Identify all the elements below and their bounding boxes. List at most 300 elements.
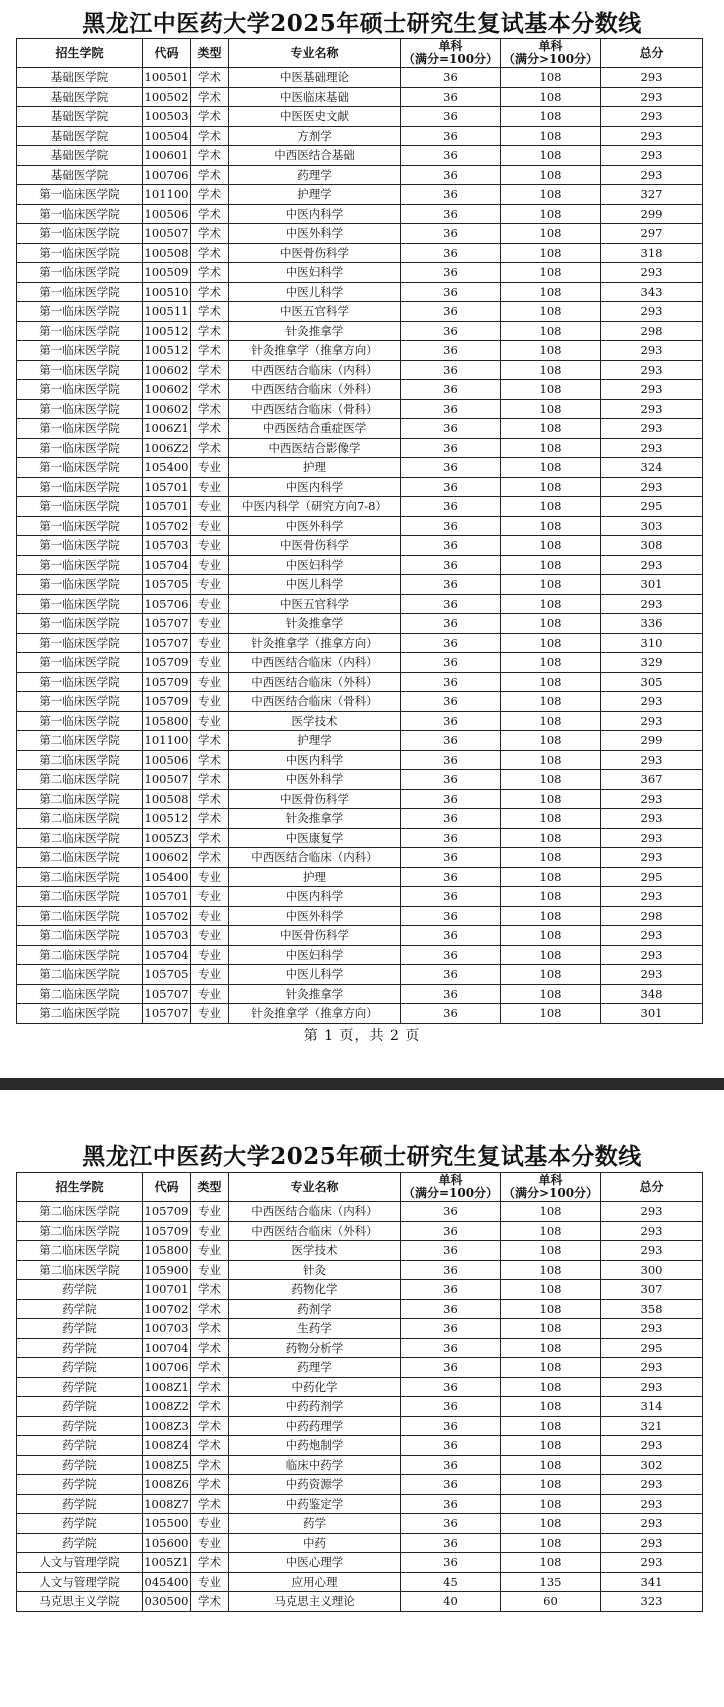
cell-college: 第一临床医学院 [17,477,143,497]
cell-college: 第二临床医学院 [17,945,143,965]
cell-total: 293 [601,360,703,380]
cell-type: 学术 [191,731,229,751]
cell-type: 学术 [191,204,229,224]
cell-type: 学术 [191,828,229,848]
table-row [17,1299,703,1319]
cell-college: 第二临床医学院 [17,906,143,926]
cell-code: 1008Z7 [143,1494,191,1514]
table-row [17,419,703,439]
cell-code: 100506 [143,750,191,770]
cell-major: 中西医结合临床（内科） [229,653,401,673]
cell-major: 中医外科学 [229,906,401,926]
cell-single-over-100: 108 [501,68,601,88]
cell-single-100: 36 [401,750,501,770]
cell-college: 第一临床医学院 [17,653,143,673]
cell-total: 293 [601,887,703,907]
cell-major: 针灸推拿学（推拿方向） [229,1004,401,1024]
cell-type: 专业 [191,594,229,614]
cell-college: 第二临床医学院 [17,809,143,829]
cell-code: 1008Z6 [143,1475,191,1495]
cell-type: 专业 [191,1202,229,1222]
cell-single-100: 36 [401,1299,501,1319]
cell-major: 护理 [229,458,401,478]
cell-major: 中医外科学 [229,516,401,536]
cell-code: 105707 [143,633,191,653]
cell-code: 100512 [143,321,191,341]
table-row [17,614,703,634]
cell-major: 中医骨伤科学 [229,926,401,946]
cell-major: 中西医结合临床（骨科） [229,399,401,419]
cell-college: 第一临床医学院 [17,536,143,556]
cell-code: 105703 [143,536,191,556]
cell-total: 318 [601,243,703,263]
cell-total: 293 [601,965,703,985]
cell-type: 专业 [191,516,229,536]
cell-type: 学术 [191,282,229,302]
cell-major: 中西医结合临床（内科） [229,1202,401,1222]
cell-single-over-100: 108 [501,438,601,458]
header-major: 专业名称 [229,1173,401,1202]
table-row [17,146,703,166]
cell-major: 中医妇科学 [229,555,401,575]
table-row [17,438,703,458]
cell-major: 针灸推拿学（推拿方向） [229,633,401,653]
cell-major: 中医医史文献 [229,107,401,127]
cell-single-100: 36 [401,1338,501,1358]
cell-total: 293 [601,828,703,848]
page-title: 黑龙江中医药大学2025年硕士研究生复试基本分数线 [82,1143,642,1170]
cell-single-over-100: 108 [501,146,601,166]
cell-single-over-100: 108 [501,653,601,673]
table-row [17,477,703,497]
cell-single-over-100: 108 [501,1260,601,1280]
cell-total: 293 [601,1436,703,1456]
cell-single-100: 36 [401,809,501,829]
table-row [17,965,703,985]
cell-total: 293 [601,302,703,322]
cell-single-over-100: 108 [501,926,601,946]
cell-total: 295 [601,497,703,517]
cell-college: 第一临床医学院 [17,555,143,575]
table-row [17,828,703,848]
table-row [17,1553,703,1573]
cell-single-100: 36 [401,341,501,361]
cell-major: 中药化学 [229,1377,401,1397]
cell-college: 第一临床医学院 [17,302,143,322]
cell-major: 中药药理学 [229,1416,401,1436]
cell-major: 中医临床基础 [229,87,401,107]
table-body [17,68,703,1024]
cell-total: 293 [601,1241,703,1261]
header-type: 类型 [191,39,229,68]
header-single-100: 单科 （满分=100分） [401,1173,501,1202]
table-row [17,984,703,1004]
cell-college: 第一临床医学院 [17,243,143,263]
cell-single-100: 40 [401,1592,501,1612]
cell-major: 中医五官科学 [229,594,401,614]
cell-code: 101100 [143,731,191,751]
cell-college: 第二临床医学院 [17,1241,143,1261]
cell-type: 专业 [191,672,229,692]
cell-type: 专业 [191,965,229,985]
cell-college: 基础医学院 [17,68,143,88]
cell-college: 第一临床医学院 [17,321,143,341]
cell-code: 045400 [143,1572,191,1592]
table-row [17,185,703,205]
cell-type: 专业 [191,1221,229,1241]
table-row [17,711,703,731]
header-single-100: 单科 （满分=100分） [401,39,501,68]
cell-code: 100507 [143,770,191,790]
cell-type: 专业 [191,926,229,946]
cell-college: 药学院 [17,1533,143,1553]
cell-type: 学术 [191,302,229,322]
cell-code: 105705 [143,575,191,595]
cell-major: 护理学 [229,185,401,205]
cell-major: 中西医结合重症医学 [229,419,401,439]
cell-code: 100509 [143,263,191,283]
table-row [17,341,703,361]
cell-type: 专业 [191,945,229,965]
cell-college: 第一临床医学院 [17,399,143,419]
cell-code: 100512 [143,341,191,361]
cell-code: 1008Z5 [143,1455,191,1475]
cell-type: 专业 [191,497,229,517]
cell-single-100: 36 [401,536,501,556]
cell-single-100: 36 [401,1221,501,1241]
cell-code: 105701 [143,477,191,497]
cell-type: 学术 [191,87,229,107]
cell-major: 中医基础理论 [229,68,401,88]
cell-college: 药学院 [17,1319,143,1339]
cell-type: 学术 [191,146,229,166]
cell-single-100: 36 [401,243,501,263]
cell-major: 药理学 [229,1358,401,1378]
cell-total: 299 [601,731,703,751]
cell-single-100: 36 [401,1494,501,1514]
cell-college: 第一临床医学院 [17,594,143,614]
cell-type: 专业 [191,1241,229,1261]
cell-single-100: 36 [401,68,501,88]
cell-type: 学术 [191,1592,229,1612]
cell-code: 030500 [143,1592,191,1612]
cell-college: 第一临床医学院 [17,282,143,302]
cell-code: 105709 [143,1202,191,1222]
cell-major: 中西医结合临床（内科） [229,360,401,380]
cell-college: 第二临床医学院 [17,750,143,770]
table-row [17,1514,703,1534]
cell-single-over-100: 108 [501,1416,601,1436]
page-footer: 第 1 页，共 2 页 [303,1028,421,1044]
cell-total: 293 [601,68,703,88]
cell-major: 中西医结合基础 [229,146,401,166]
cell-major: 中医骨伤科学 [229,789,401,809]
cell-total: 323 [601,1592,703,1612]
cell-single-over-100: 108 [501,1280,601,1300]
cell-type: 专业 [191,867,229,887]
table-row [17,770,703,790]
table-row [17,594,703,614]
cell-college: 第二临床医学院 [17,1221,143,1241]
cell-single-100: 36 [401,1533,501,1553]
table-row [17,399,703,419]
cell-code: 105709 [143,692,191,712]
cell-total: 293 [601,1553,703,1573]
cell-type: 专业 [191,711,229,731]
cell-single-100: 36 [401,887,501,907]
cell-code: 105702 [143,516,191,536]
cell-single-100: 36 [401,185,501,205]
cell-single-over-100: 108 [501,1202,601,1222]
score-table [16,38,703,1024]
table-row [17,68,703,88]
cell-code: 1006Z1 [143,419,191,439]
cell-total: 324 [601,458,703,478]
cell-total: 295 [601,1338,703,1358]
cell-total: 307 [601,1280,703,1300]
table-row [17,458,703,478]
header-code: 代码 [143,39,191,68]
cell-major: 中医内科学 [229,204,401,224]
cell-single-100: 36 [401,711,501,731]
cell-total: 293 [601,126,703,146]
cell-type: 专业 [191,555,229,575]
cell-single-over-100: 108 [501,555,601,575]
header-total: 总分 [601,1173,703,1202]
header-major: 专业名称 [229,39,401,68]
cell-code: 105701 [143,497,191,517]
cell-major: 中医康复学 [229,828,401,848]
table-row [17,1241,703,1261]
cell-single-100: 36 [401,1377,501,1397]
cell-code: 1005Z1 [143,1553,191,1573]
cell-code: 105500 [143,1514,191,1534]
cell-major: 应用心理 [229,1572,401,1592]
cell-total: 293 [601,1358,703,1378]
cell-major: 中医儿科学 [229,575,401,595]
cell-code: 105702 [143,906,191,926]
cell-single-100: 36 [401,828,501,848]
cell-single-100: 36 [401,1436,501,1456]
table-row [17,126,703,146]
table-row [17,887,703,907]
cell-type: 学术 [191,68,229,88]
document-page-2 [0,1090,724,1707]
table-row [17,1202,703,1222]
table-row [17,575,703,595]
cell-code: 105706 [143,594,191,614]
cell-major: 方剂学 [229,126,401,146]
table-row [17,1592,703,1612]
table-row [17,107,703,127]
cell-single-over-100: 108 [501,672,601,692]
cell-code: 1008Z2 [143,1397,191,1417]
cell-major: 药物化学 [229,1280,401,1300]
cell-college: 第一临床医学院 [17,341,143,361]
table-row [17,87,703,107]
table-row [17,1358,703,1378]
table-row [17,1572,703,1592]
cell-college: 药学院 [17,1436,143,1456]
cell-code: 100703 [143,1319,191,1339]
cell-single-over-100: 108 [501,887,601,907]
cell-college: 基础医学院 [17,126,143,146]
cell-type: 专业 [191,1514,229,1534]
cell-single-100: 36 [401,1280,501,1300]
cell-single-over-100: 108 [501,809,601,829]
cell-code: 105600 [143,1533,191,1553]
page-separator [0,1078,724,1090]
cell-code: 100706 [143,165,191,185]
cell-single-over-100: 108 [501,1221,601,1241]
cell-single-over-100: 108 [501,204,601,224]
cell-college: 第二临床医学院 [17,1260,143,1280]
cell-type: 专业 [191,536,229,556]
score-table [16,1172,703,1612]
cell-major: 护理学 [229,731,401,751]
cell-total: 293 [601,341,703,361]
cell-code: 105707 [143,984,191,1004]
cell-single-100: 36 [401,165,501,185]
table-row [17,204,703,224]
table-row [17,380,703,400]
cell-code: 105709 [143,1221,191,1241]
cell-total: 293 [601,1202,703,1222]
cell-major: 针灸推拿学 [229,321,401,341]
cell-single-over-100: 108 [501,1397,601,1417]
cell-code: 100508 [143,243,191,263]
cell-major: 中医外科学 [229,224,401,244]
cell-major: 针灸推拿学 [229,809,401,829]
cell-college: 人文与管理学院 [17,1553,143,1573]
cell-single-over-100: 108 [501,1299,601,1319]
cell-single-over-100: 108 [501,575,601,595]
cell-code: 1006Z2 [143,438,191,458]
cell-type: 学术 [191,224,229,244]
table-row [17,1397,703,1417]
cell-type: 学术 [191,1299,229,1319]
table-row [17,945,703,965]
cell-major: 中西医结合临床（内科） [229,848,401,868]
cell-code: 100504 [143,126,191,146]
cell-major: 中医妇科学 [229,263,401,283]
cell-college: 药学院 [17,1514,143,1534]
cell-total: 293 [601,594,703,614]
cell-college: 第一临床医学院 [17,614,143,634]
cell-total: 293 [601,789,703,809]
cell-single-over-100: 108 [501,399,601,419]
cell-college: 药学院 [17,1358,143,1378]
cell-college: 马克思主义学院 [17,1592,143,1612]
cell-code: 105709 [143,653,191,673]
cell-major: 生药学 [229,1319,401,1339]
cell-major: 中药药剂学 [229,1397,401,1417]
cell-single-100: 36 [401,1397,501,1417]
cell-major: 中医妇科学 [229,945,401,965]
cell-college: 药学院 [17,1338,143,1358]
cell-college: 第一临床医学院 [17,438,143,458]
cell-single-100: 36 [401,1475,501,1495]
cell-code: 105701 [143,887,191,907]
cell-single-100: 36 [401,1241,501,1261]
cell-type: 学术 [191,399,229,419]
cell-total: 327 [601,185,703,205]
cell-code: 100503 [143,107,191,127]
cell-college: 第一临床医学院 [17,516,143,536]
cell-single-100: 36 [401,1553,501,1573]
cell-single-over-100: 108 [501,1436,601,1456]
cell-single-100: 36 [401,770,501,790]
cell-major: 中医骨伤科学 [229,243,401,263]
cell-type: 学术 [191,1397,229,1417]
cell-total: 308 [601,536,703,556]
cell-total: 293 [601,809,703,829]
table-row [17,789,703,809]
cell-single-100: 36 [401,1514,501,1534]
cell-college: 第二临床医学院 [17,984,143,1004]
cell-single-over-100: 108 [501,185,601,205]
cell-total: 301 [601,1004,703,1024]
cell-code: 100507 [143,224,191,244]
table-row [17,1004,703,1024]
cell-single-100: 36 [401,87,501,107]
cell-code: 105707 [143,1004,191,1024]
cell-type: 学术 [191,107,229,127]
cell-major: 药理学 [229,165,401,185]
cell-single-over-100: 108 [501,848,601,868]
cell-type: 学术 [191,1338,229,1358]
cell-total: 293 [601,692,703,712]
cell-code: 1005Z3 [143,828,191,848]
cell-type: 学术 [191,263,229,283]
cell-single-over-100: 108 [501,594,601,614]
cell-code: 100512 [143,809,191,829]
cell-code: 100501 [143,68,191,88]
cell-type: 专业 [191,477,229,497]
cell-single-100: 36 [401,107,501,127]
cell-single-over-100: 108 [501,1241,601,1261]
table-row [17,360,703,380]
table-row [17,165,703,185]
cell-total: 343 [601,282,703,302]
cell-single-over-100: 108 [501,497,601,517]
cell-single-100: 36 [401,1260,501,1280]
cell-single-100: 36 [401,497,501,517]
cell-single-100: 36 [401,458,501,478]
cell-single-100: 36 [401,984,501,1004]
table-row [17,926,703,946]
cell-single-over-100: 108 [501,770,601,790]
cell-single-100: 36 [401,633,501,653]
cell-total: 293 [601,711,703,731]
cell-college: 药学院 [17,1397,143,1417]
cell-single-over-100: 108 [501,965,601,985]
table-row [17,672,703,692]
table-row [17,1533,703,1553]
cell-single-100: 36 [401,224,501,244]
cell-code: 1008Z4 [143,1436,191,1456]
table-row [17,555,703,575]
cell-total: 358 [601,1299,703,1319]
cell-college: 第一临床医学院 [17,711,143,731]
cell-type: 专业 [191,614,229,634]
cell-code: 105900 [143,1260,191,1280]
table-row [17,1494,703,1514]
table-row [17,692,703,712]
cell-type: 专业 [191,1260,229,1280]
cell-college: 药学院 [17,1299,143,1319]
cell-total: 298 [601,321,703,341]
